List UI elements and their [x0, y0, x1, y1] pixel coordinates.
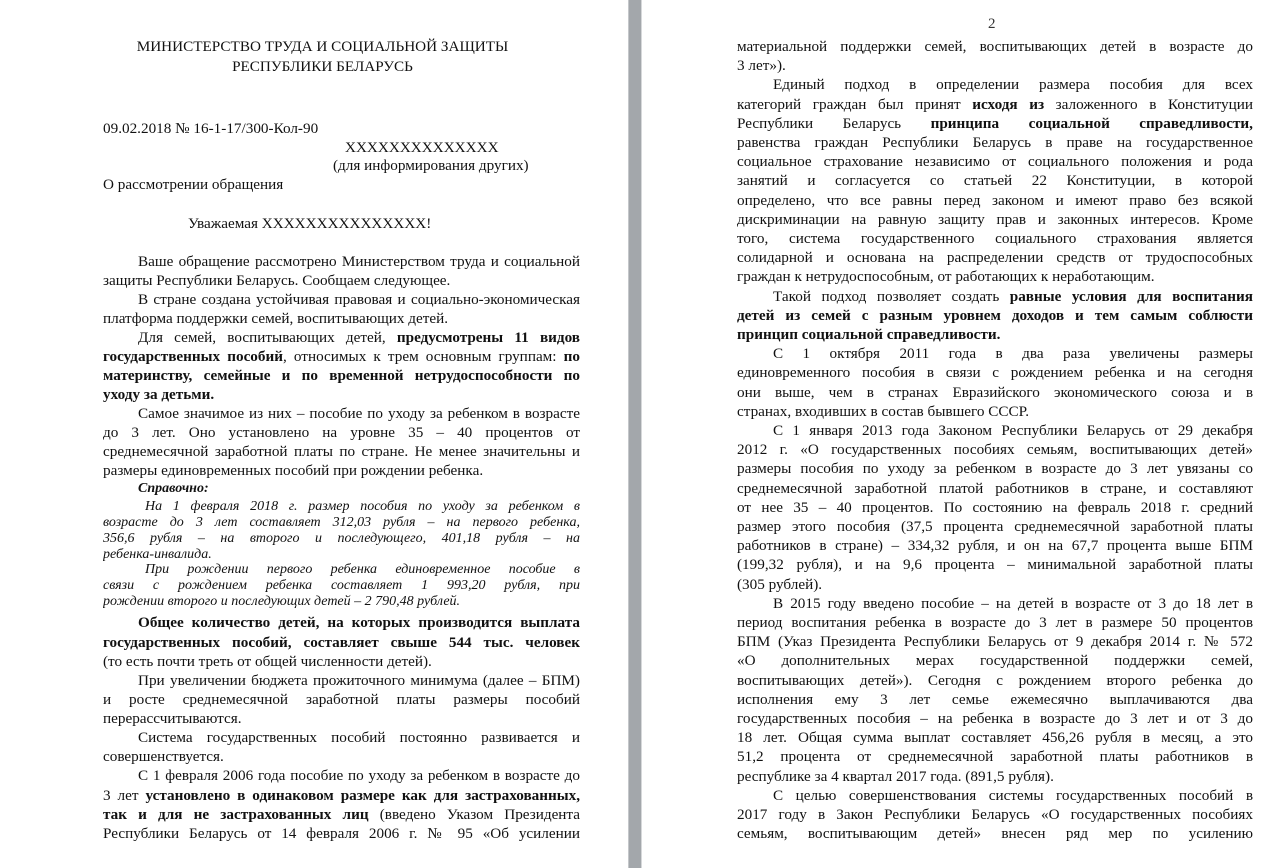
text: В стране создана устойчивая правовая и социально-экономическая — [138, 291, 580, 308]
document-date-number — [103, 119, 580, 138]
bold-text: принцип социальной справедливости. — [737, 326, 1001, 343]
text-line — [103, 515, 580, 532]
text-line — [103, 385, 580, 404]
text: БПМ (Указ Президента Республики Беларусь от 9 декабря 2014 г. № 572 — [737, 633, 1253, 651]
bold-text: Общее количество детей, на которых производится выплата — [138, 614, 580, 631]
text: связи с рождением ребенка составляет 1 993,20 рубля, при — [103, 578, 580, 593]
text: С 1 января 2013 года Законом Республики Беларусь от 29 декабря — [773, 422, 1253, 439]
text-line — [737, 56, 1253, 75]
text: того, система государственного социального страхования является — [737, 230, 1253, 247]
text-line — [103, 531, 580, 548]
text: В 2015 году введено пособие – на детей в возрасте от 3 до 18 лет в — [773, 594, 1253, 612]
text-line — [103, 652, 580, 671]
text-line — [103, 442, 580, 461]
text: воспитывающих детей»). Сегодня с рождением второго ребенка до — [737, 671, 1253, 689]
reference-heading — [138, 481, 580, 498]
text: Республики Беларусь — [737, 114, 931, 132]
bold-text: равные условия для воспитания — [1009, 287, 1253, 305]
text-line — [138, 671, 580, 690]
text: XXXXXXXXXXXXXX — [345, 139, 499, 156]
text-line — [737, 459, 1253, 478]
text-line — [138, 404, 580, 423]
text-line — [737, 690, 1253, 709]
text: равенства граждан Республики Беларусь в праве на государственное — [737, 134, 1253, 151]
bold-text: уходу за детьми. — [103, 386, 215, 403]
text-line — [138, 290, 580, 309]
text-line — [145, 562, 580, 579]
text: до 3 лет. Оно установлено на уровне 35 – 40 процентов от — [103, 424, 580, 441]
text: (то есть почти треть от общей численности детей). — [103, 653, 432, 670]
text: (305 рублей). — [737, 575, 823, 593]
text-line — [737, 37, 1253, 56]
text: государственных пособия – на ребенка в возрасте до 3 лет и от 3 до — [737, 710, 1253, 727]
text: «О дополнительных мерах государственной поддержки семей, — [737, 652, 1253, 670]
bold-text: установлено в одинаковом размере как для застрахованных, — [145, 787, 580, 804]
text: На 1 февраля 2018 г. размер пособия по уходу за ребенком в — [145, 499, 580, 514]
text-line — [737, 229, 1253, 248]
bold-text: предусмотрены 11 видов — [396, 329, 580, 346]
text-line — [103, 786, 580, 805]
ministry-title — [100, 57, 545, 76]
text-line — [103, 594, 580, 611]
text: республике за 4 квартал 2017 года. (891,5 рубля). — [737, 767, 1054, 785]
text-line — [103, 366, 580, 385]
bold-text: детей из семей с разным уровнем доходов и тем самым соблюсти — [737, 306, 1253, 324]
page-separator — [628, 0, 642, 868]
text-line — [737, 325, 1253, 344]
document-page-2 — [642, 0, 1280, 868]
text-line — [737, 402, 1253, 421]
text-line — [103, 824, 580, 843]
text-line — [737, 133, 1253, 152]
text: материальной поддержки семей, воспитывающих детей в возрасте до — [737, 38, 1253, 55]
text: солидарной и основана на распределении средств от трудоспособных — [737, 249, 1253, 267]
text-line — [737, 728, 1253, 747]
text-line — [737, 498, 1253, 517]
text: ребенка-инвалида. — [103, 547, 212, 562]
text-line — [737, 555, 1253, 574]
bold-text: Справочно: — [138, 481, 209, 496]
page-number: 2 — [988, 16, 996, 32]
text-line — [773, 75, 1253, 94]
text: размер этого пособия (37,5 процента среднемесячной заработной платы — [737, 518, 1253, 535]
text-line — [737, 479, 1253, 498]
text: 09.02.2018 № 16-1-17/300-Кол-90 — [103, 120, 319, 137]
text-line — [145, 499, 580, 516]
text: и росте среднемесячной заработной платы размеры пособий — [103, 691, 580, 708]
text: Ваше обращение рассмотрено Министерством труда и социальной — [138, 253, 580, 270]
text: Система государственных пособий постоянно развивается и — [138, 729, 580, 746]
text-line — [737, 805, 1253, 824]
text: О рассмотрении обращения — [103, 176, 284, 193]
text: Республики Беларусь от 14 февраля 2006 г. № 95 «Об усилении — [103, 825, 580, 842]
text-line — [737, 767, 1253, 786]
text-line — [737, 171, 1253, 190]
text-line — [737, 363, 1253, 382]
text-line — [737, 95, 1253, 114]
text-line — [737, 440, 1253, 459]
text: дискриминации на равную защиту прав и законных интересов. Кроме — [737, 210, 1253, 228]
text-line — [737, 824, 1253, 843]
text: рождении второго и последующих детей – 2 790,48 рублей. — [103, 594, 461, 609]
text: 2012 г. «О государственных пособиях семьям, воспитывающих детей» — [737, 441, 1253, 459]
text: работников в стране) – 334,32 рубля, и он на 67,7 процента выше БПМ — [737, 537, 1253, 555]
text: С 1 октября 2011 года в два раза увеличены размеры — [773, 345, 1253, 363]
text-line — [103, 347, 580, 366]
text-line — [103, 461, 580, 480]
text: среднемесячной заработной платы по стране. Не менее значительны и — [103, 443, 580, 460]
text-line — [103, 271, 580, 290]
text: При увеличении бюджета прожиточного минимума (далее – БПМ) — [138, 672, 580, 689]
text: С целью совершенствования системы государственных пособий в — [773, 786, 1253, 804]
text-line — [737, 613, 1253, 632]
text-line — [103, 633, 580, 652]
text-line — [773, 287, 1253, 306]
text: исполнения ему 3 лет семье ежемесячно выплачиваются два — [737, 690, 1253, 708]
text: (199,32 рубля), и на 9,6 процента – минимальной заработной платы — [737, 556, 1253, 574]
salutation — [188, 214, 548, 233]
text-line — [737, 671, 1253, 690]
text: совершенствуется. — [103, 748, 224, 765]
text-line — [103, 309, 580, 328]
text: странах, входивших в состав бывшего СССР. — [737, 402, 1030, 420]
bold-text: по — [563, 348, 580, 365]
text: категорий граждан был принят — [737, 95, 973, 113]
recipient-name — [345, 138, 585, 157]
text: 18 лет. Общая сумма выплат составляет 456,26 рубля в месяц, а это — [737, 729, 1253, 747]
text-line — [138, 728, 580, 747]
text-line — [773, 421, 1253, 440]
text: (введено Указом Президента — [368, 806, 580, 823]
text-line — [103, 747, 580, 766]
text-line — [138, 252, 580, 271]
bold-text: государственных пособий, составляет свыше 544 тыс. человек — [103, 634, 580, 651]
ministry-title — [100, 37, 545, 56]
text: возрасте до 3 лет составляет 312,03 рубля – на первого ребенка, — [103, 515, 580, 530]
bold-text: исходя из — [972, 95, 1045, 113]
text: они выше, чем в странах Евразийского экономического союза и в — [737, 383, 1253, 401]
bold-text: так и для не застрахованных лиц — [103, 806, 369, 823]
text: размеры пособия по уходу за ребенком в возрасте до 3 лет увязаны со — [737, 460, 1253, 478]
text: единовременного пособия в связи с рождением ребенка и на сегодня — [737, 364, 1253, 382]
text: семьям, воспитывающим детей» внесен ряд мер по усилению — [737, 825, 1253, 843]
text-line — [103, 690, 580, 709]
text: от нее 35 – 40 процентов. По состоянию на февраль 2018 г. средний — [737, 498, 1253, 516]
text-line — [138, 613, 580, 632]
text: МИНИСТЕРСТВО ТРУДА И СОЦИАЛЬНОЙ ЗАЩИТЫ — [136, 38, 509, 55]
bold-text: государственных пособий — [103, 348, 283, 365]
text-line — [737, 114, 1253, 133]
text: занятий и согласуется со статьей 22 Конституции, в которой — [737, 172, 1253, 190]
bold-text: принципа социальной справедливости, — [930, 114, 1253, 132]
text: социальное страхование независимо от социального положения и рода — [737, 153, 1253, 171]
text: Уважаемая XXXXXXXXXXXXXXX! — [188, 215, 432, 232]
text: Единый подход в определении размера пособия для всех — [773, 76, 1253, 94]
text-line — [103, 805, 580, 824]
text-line — [773, 786, 1253, 805]
text: размеры единовременных пособий при рождении ребенка. — [103, 462, 484, 479]
text: 3 лет — [103, 787, 146, 804]
text-line — [138, 328, 580, 347]
text: заложенного в Конституции — [1044, 95, 1253, 113]
text-line — [737, 517, 1253, 536]
text-line — [773, 594, 1253, 613]
text-line — [103, 709, 580, 728]
text-line — [737, 191, 1253, 210]
text-line — [737, 632, 1253, 651]
text: 3 лет»). — [737, 57, 786, 75]
text: Для семей, воспитывающих детей, — [138, 329, 397, 346]
text-line — [737, 248, 1253, 267]
text-line — [103, 423, 580, 442]
text: 356,6 рубля – на второго и последующего, 401,18 рубля – на — [103, 531, 580, 546]
text: С 1 февраля 2006 года пособие по уходу за ребенком в возрасте до — [138, 767, 580, 784]
text: РЕСПУБЛИКИ БЕЛАРУСЬ — [232, 58, 413, 75]
document-page-1 — [0, 0, 628, 868]
text-line — [737, 709, 1253, 728]
text-line — [737, 306, 1253, 325]
text: 2017 году в Закон Республики Беларусь «О государственных пособиях — [737, 806, 1253, 823]
text: Самое значимое из них – пособие по уходу за ребенком в возрасте — [138, 405, 580, 422]
text-line — [737, 747, 1253, 766]
text: защиты Республики Беларусь. Сообщаем следующее. — [103, 272, 451, 289]
text-line — [737, 536, 1253, 555]
text: Такой подход позволяет создать — [773, 287, 1010, 305]
text: определено, что все равны перед законом и имеют право без всякой — [737, 191, 1253, 209]
bold-text: материнству, семейные и по временной нетрудоспособности по — [103, 367, 580, 384]
text-line — [737, 383, 1253, 402]
text: среднемесячной заработной платой работников в стране, и составляют — [737, 479, 1253, 497]
text-line — [737, 210, 1253, 229]
text: перерассчитываются. — [103, 710, 242, 727]
text: граждан к нетрудоспособным, от работающих к неработающим. — [737, 268, 1155, 286]
text-line — [103, 578, 580, 595]
text-line — [737, 152, 1253, 171]
text: 51,2 процента от среднемесячной заработной платы работников в — [737, 748, 1253, 766]
text: При рождении первого ребенка единовременное пособие в — [145, 562, 580, 577]
text: , относимых к трем основным группам: — [283, 348, 564, 365]
text-line — [737, 267, 1253, 286]
text-line — [737, 575, 1253, 594]
text: платформа поддержки семей, воспитывающих детей. — [103, 310, 449, 327]
text: (для информирования других) — [333, 157, 529, 174]
text-line — [737, 651, 1253, 670]
text-line — [773, 344, 1253, 363]
subject-line — [103, 175, 580, 194]
recipient-note — [333, 156, 593, 175]
text-line — [138, 766, 580, 785]
text: период воспитания ребенка в возрасте до 3 лет в размере 50 процентов — [737, 614, 1253, 631]
